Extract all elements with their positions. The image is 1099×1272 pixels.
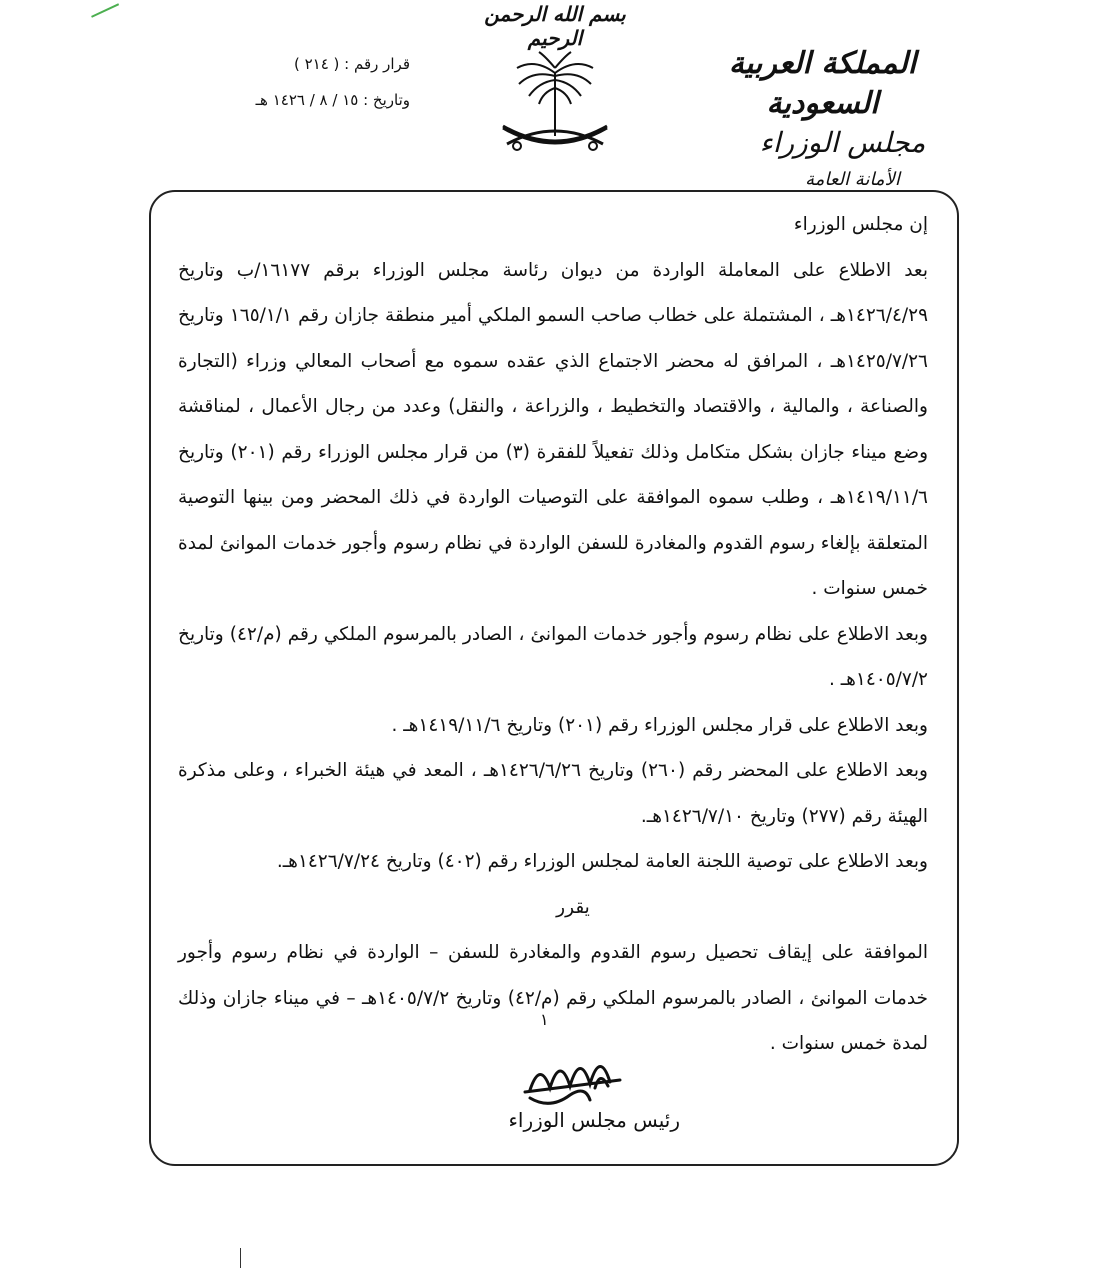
paragraph-1: بعد الاطلاع على المعاملة الواردة من ديوان رئاسة مجلس الوزراء برقم ١٦١٧٧/ب وتاريخ ١٤٢٦/٤/٢٩هـ ، المشتملة على خطاب صاحب السمو الملكي أمير منطقة جازان رقم ١٦٥/١/١ وتاريخ ١٤٢٥/٧/٢٦هـ ، المرافق له محضر الاجتماع الذي عقده سموه مع أصحاب المعالي وزراء (التجارة والصناعة ، والمالية ، والاقتصاد والتخطيط ، والزراعة ، والنقل) وعدد من رجال الأعمال ، لمناقشة وضع ميناء جازان بشكل متكامل وذلك تفعيلاً للفقرة (٣) من قرار مجلس الوزراء رقم (٢٠١) وتاريخ ١٤١٩/١١/٦هـ ، وطلب سموه الموافقة على التوصيات الواردة في ذلك المحضر ومن بينها التوصية المتعلقة بإلغاء رسوم القدوم والمغادرة للسفن الواردة في نظام رسوم وأجور خدمات الموانئ لمدة خمس سنوات . (178, 259, 929, 599)
letterhead (690, 44, 955, 198)
signatory-title: رئيس مجلس الوزراء (508, 1108, 680, 1132)
paragraph-6: الموافقة على إيقاف تحصيل رسوم القدوم والمغادرة للسفن – الواردة في نظام رسوم وأجور خدمات الموانئ ، الصادر بالمرسوم الملكي رقم (م/٤٢) وتاريخ ١٤٠٥/٧/٢هـ – في ميناء جازان وذلك لمدة خمس سنوات . (178, 942, 928, 1054)
kingdom-name: المملكة العربية السعودية (728, 46, 917, 121)
opening-line: إن مجلس الوزراء (793, 214, 928, 235)
council-name: مجلس الوزراء (759, 126, 926, 159)
decision-number: قرار رقم : ( ٢١٤ ) (293, 55, 410, 73)
page-mark: ١ (540, 1010, 549, 1029)
saudi-emblem-icon (495, 48, 615, 163)
corner-mark (87, 0, 119, 18)
paragraph-2: وبعد الاطلاع على نظام رسوم وأجور خدمات الموانئ ، الصادر بالمرسوم الملكي رقم (م/٤٢) وتاريخ ١٤٠٥/٧/٢هـ . (178, 623, 928, 690)
signature-icon (470, 1040, 690, 1150)
basmala: بسم الله الرحمن الرحيم (484, 2, 626, 50)
paragraph-5: وبعد الاطلاع على توصية اللجنة العامة لمجلس الوزراء رقم (٤٠٢) وتاريخ ١٤٢٦/٧/٢٤هـ. (276, 851, 928, 872)
decision-body (178, 202, 928, 1067)
paragraph-3: وبعد الاطلاع على قرار مجلس الوزراء رقم (٢٠١) وتاريخ ١٤١٩/١١/٦هـ . (391, 714, 928, 736)
paragraph-4: وبعد الاطلاع على المحضر رقم (٢٦٠) وتاريخ ١٤٢٦/٦/٢٦هـ ، المعد في هيئة الخبراء ، وعلى مذكرة الهيئة رقم (٢٧٧) وتاريخ ١٤٢٦/٧/١٠هـ. (178, 760, 928, 827)
decides-heading: يقرر (556, 896, 590, 918)
decision-date: وتاريخ : ١٥ / ٨ / ١٤٢٦ هـ (255, 91, 410, 109)
secretariat-name: الأمانة العامة (805, 169, 900, 190)
reference-block (170, 46, 410, 118)
bottom-mark (240, 1248, 245, 1268)
